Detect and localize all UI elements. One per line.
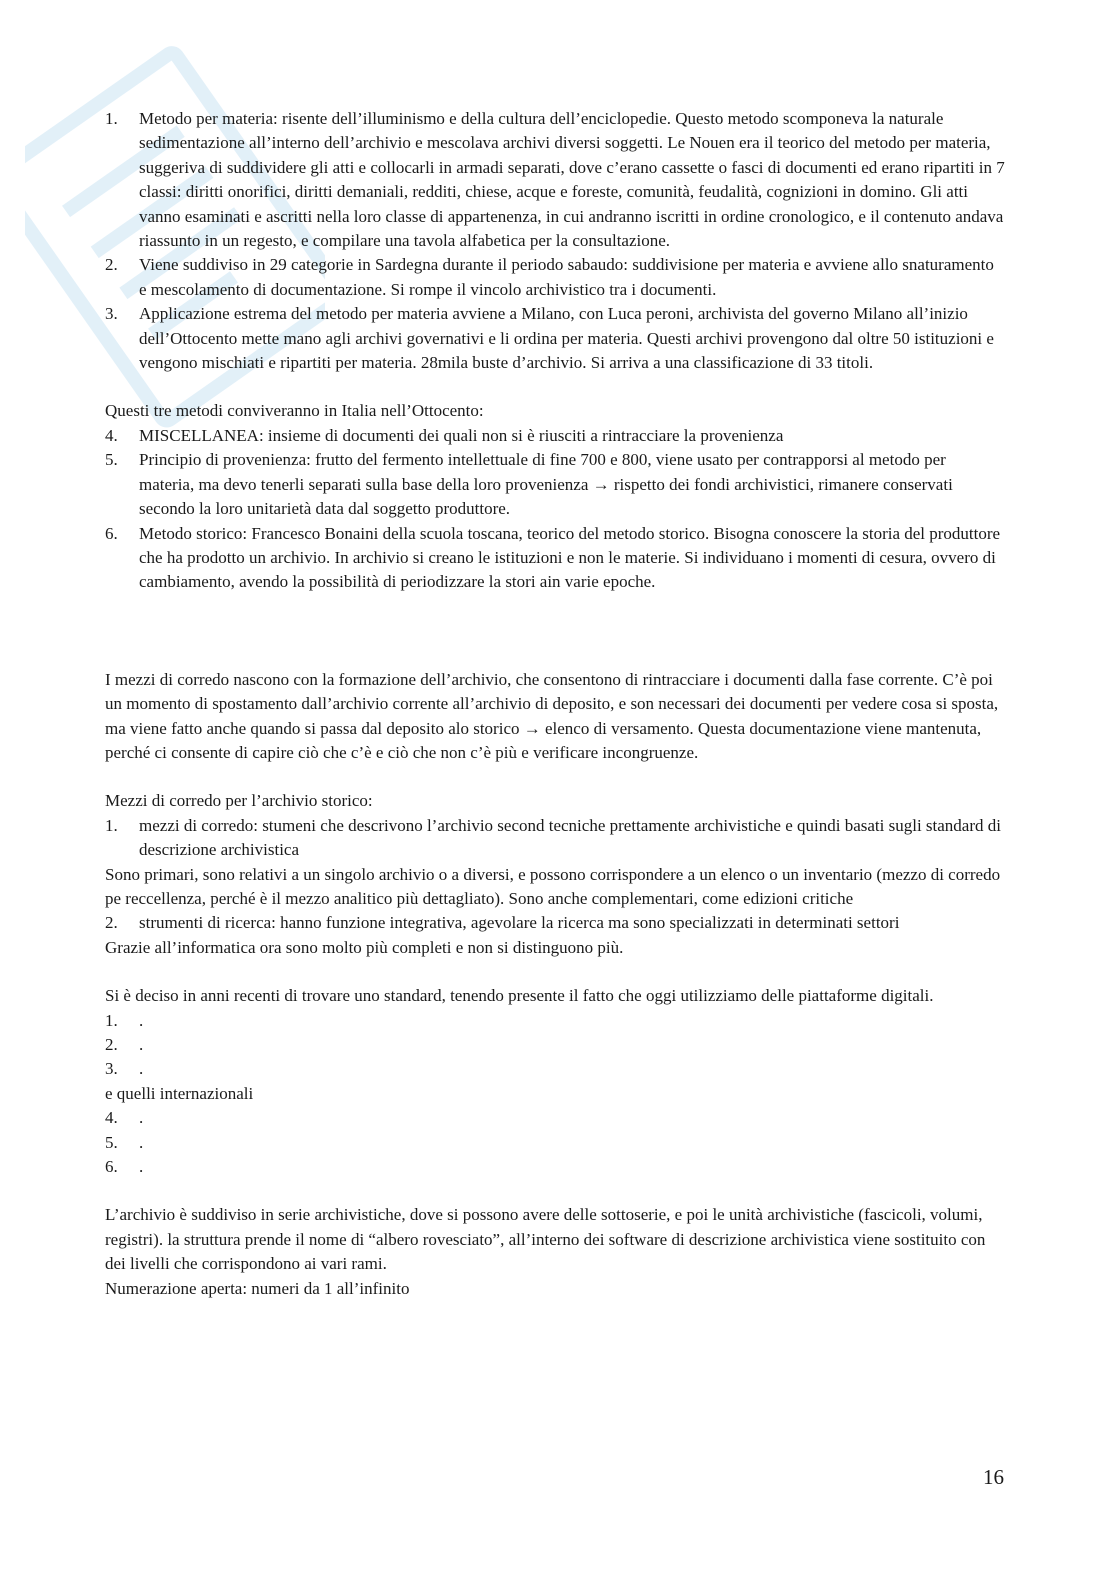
list-number: 4. xyxy=(105,425,118,445)
list-item xyxy=(105,448,1005,521)
list-text: . xyxy=(139,1010,144,1030)
list-number: 1. xyxy=(105,1010,118,1030)
intro-methods-2: Questi tre metodi conviveranno in Italia nell’Ottocento: xyxy=(105,401,484,421)
document-body xyxy=(105,107,1005,1301)
list-number: 5. xyxy=(105,450,118,470)
list-text: strumenti di ricerca: hanno funzione integrativa, agevolare la ricerca ma sono specializzati in determinati settori xyxy=(139,913,900,933)
list-item xyxy=(105,1057,1005,1081)
list-item xyxy=(105,1155,1005,1179)
page-number: 16 xyxy=(983,1465,1004,1489)
list-mezzi-2 xyxy=(105,911,1005,935)
list-text: Applicazione estrema del metodo per materia avviene a Milano, con Luca peroni, archivista del governo Milano all’inizio dell’Ottocento mette mano agli archivi governativi e li ordina per materia. Questi archivi provengono dal oltre 50 istituzioni e vengono mischiati e ripartiti per materia. 28mila buste d’archivio. Si arriva a una classificazione di 33 titoli. xyxy=(139,304,994,373)
list-methods-2 xyxy=(105,424,1005,595)
list-text: . xyxy=(139,1108,144,1128)
list-number: 2. xyxy=(105,913,118,933)
paragraph-serie: L’archivio è suddiviso in serie archivistiche, dove si possono avere delle sottoserie, e poi le unità archivistiche (fascicoli, volumi, registri). la struttura prende il nome di “albero rovesciato”, all’interno dei software di descrizione archivistica viene sostituito con dei livelli che corrispondono ai vari rami. xyxy=(105,1205,986,1274)
list-number: 3. xyxy=(105,304,118,324)
list-text: . xyxy=(139,1157,144,1177)
paragraph-mezzi-corredo: I mezzi di corredo nascono con la formazione dell’archivio, che consentono di rintracciare i documenti dalla fase corrente. C’è poi un momento di spostamento dall’archivio corrente all’archivio di deposito, e son necessari dei documenti per vedere cosa si sposta, ma viene fatto anche quando si passa dal deposito alo storico → elenco di versamento. Questa documentazione viene mantenuta, perché ci consente di capire ciò che c’è e ciò che non c’è più e verificare incongruenze. xyxy=(105,669,999,762)
list-text: . xyxy=(139,1059,144,1079)
list-text: MISCELLANEA: insieme di documenti dei quali non si è riusciti a rintracciare la provenienza xyxy=(139,425,784,445)
list-item xyxy=(105,107,1005,253)
list-number: 6. xyxy=(105,523,118,543)
paragraph-primari: Sono primari, sono relativi a un singolo archivio o a diversi, e possono corrispondere a un elenco o un inventario (mezzo di corredo pe reccellenza, perché è il mezzo analitico più dettagliato). Sono anche complementari, come edizioni critiche xyxy=(105,864,1001,908)
list-standard-national xyxy=(105,1009,1005,1082)
paragraph-numerazione: Numerazione aperta: numeri da 1 all’infinito xyxy=(105,1278,410,1298)
list-item xyxy=(105,1106,1005,1130)
text-internazionali: e quelli internazionali xyxy=(105,1083,254,1103)
list-number: 1. xyxy=(105,109,118,128)
list-number: 2. xyxy=(105,1035,118,1054)
list-number: 4. xyxy=(105,1108,118,1128)
list-item xyxy=(105,1009,1005,1033)
list-text: . xyxy=(139,1132,144,1152)
list-number: 6. xyxy=(105,1157,118,1177)
list-text: . xyxy=(139,1035,144,1054)
list-item xyxy=(105,1131,1005,1155)
list-item xyxy=(105,1033,1005,1057)
list-item xyxy=(105,302,1005,375)
list-mezzi-1 xyxy=(105,814,1005,863)
list-item xyxy=(105,522,1005,595)
list-methods-1 xyxy=(105,107,1005,375)
list-item xyxy=(105,424,1005,448)
list-item xyxy=(105,814,1005,863)
intro-mezzi-storico: Mezzi di corredo per l’archivio storico: xyxy=(105,791,373,811)
list-number: 1. xyxy=(105,815,118,835)
list-number: 2. xyxy=(105,255,118,275)
list-number: 5. xyxy=(105,1132,118,1152)
list-item xyxy=(105,911,1005,935)
list-text: mezzi di corredo: stumeni che descrivono l’archivio second tecniche prettamente archivistiche e quindi basati sugli standard di descrizione archivistica xyxy=(139,815,1001,860)
intro-standard: Si è deciso in anni recenti di trovare uno standard, tenendo presente il fatto che oggi utilizziamo delle piattaforme digitali. xyxy=(105,986,934,1006)
list-standard-international xyxy=(105,1106,1005,1179)
list-text: Viene suddiviso in 29 categorie in Sardegna durante il periodo sabaudo: suddivisione per materia e avviene allo snaturamento e mescolamento di documentazione. Si rompe il vincolo archivistico tra i documenti. xyxy=(139,255,994,299)
list-text: Metodo per materia: risente dell’illuminismo e della cultura dell’enciclopedie. Questo metodo scomponeva la naturale sedimentazione all’interno dell’archivio e mescolava archivi diversi soggetti. Le Nouen era il teorico del metodo per materia, suggeriva di suddividere gli atti e collocarli in armadi separati, dove c’erano cassette o fasci di documenti ed erano ripartiti in 7 classi: diritti onorifici, diritti demaniali, redditi, chiese, acque e foreste, comunità, feudalità, cognizioni in domino. Gli atti vanno esaminati e ascritti nella loro classe di appartenenza, in cui andranno iscritti in ordine cronologico, e il contenuto andava riassunto in un regesto, e compilare una tavola alfabetica per la consultazione. xyxy=(139,109,1005,251)
list-text: Metodo storico: Francesco Bonaini della scuola toscana, teorico del metodo storico. Bisogna conoscere la storia del produttore che ha prodotto un archivio. In archivio si creano le istituzioni e non le materie. Si individuano i momenti di cesura, ovvero di cambiamento, avendo la possibilità di periodizzare la stori ain varie epoche. xyxy=(139,523,1001,592)
list-text: Principio di provenienza: frutto del fermento intellettuale di fine 700 e 800, viene usato per contrapporsi al metodo per materia, ma devo tenerli separati sulla base della loro provenienza → rispetto dei fondi archivistici, rimanere conservati secondo la loro unitarietà data dal soggetto produttore. xyxy=(139,450,953,519)
list-number: 3. xyxy=(105,1059,118,1079)
list-item xyxy=(105,253,1005,302)
paragraph-informatica: Grazie all’informatica ora sono molto più completi e non si distinguono più. xyxy=(105,937,624,957)
